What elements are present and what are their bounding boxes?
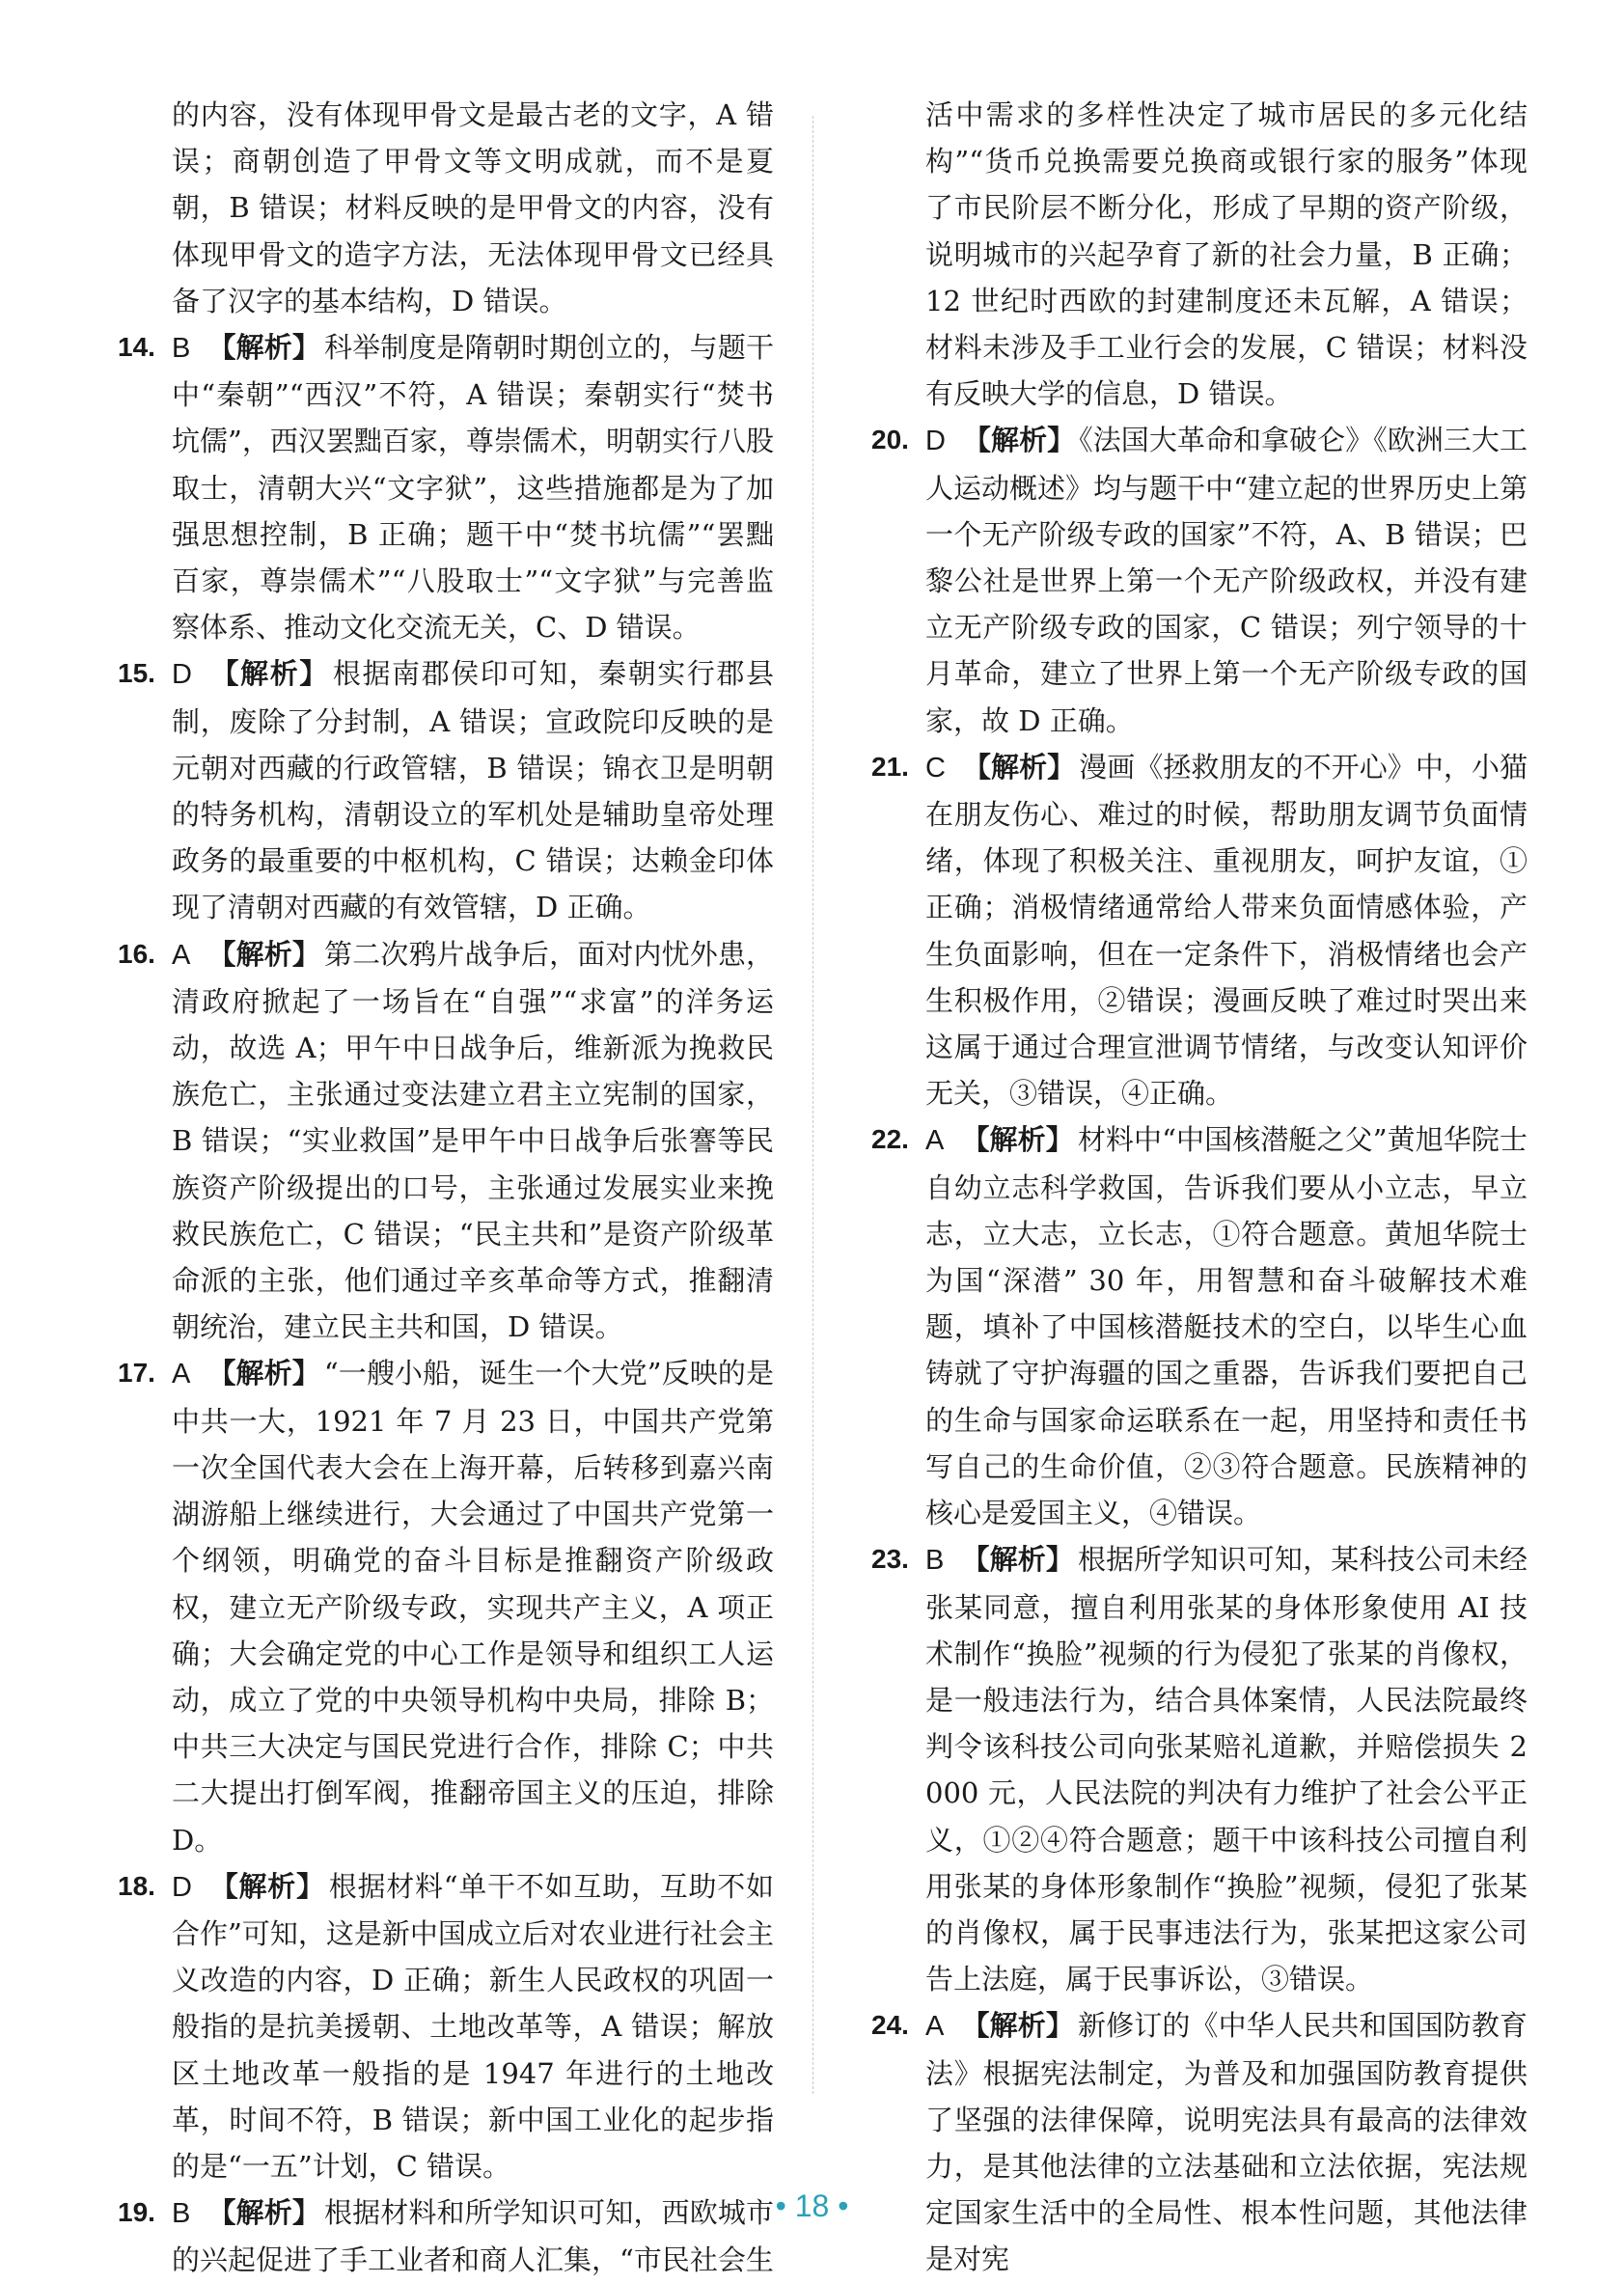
answer-choice: A xyxy=(172,1359,191,1390)
answer-item-23 xyxy=(871,1536,1528,2002)
answer-item-16 xyxy=(118,931,774,1351)
explanation-text: 第二次鸦片战争后，面对内忧外患，清政府掀起了一场旨在“自强”“求富”的洋务运动，故选 A；甲午中日战争后，维新派为挽救民族危亡，主张通过变法建立君主立宪制的国家，B 错误；“实业救国”是甲午中日战争后张謇等民族资产阶级提出的口号，主张通过发展实业来挽救民族危亡，C 错误；“民主共和”是资产阶级革命派的主张，他们通过辛亥革命等方式，推翻清朝统治，建立民主共和国，D 错误。 xyxy=(172,937,774,1344)
explanation-text: 漫画《拯救朋友的不开心》中，小猫在朋友伤心、难过的时候，帮助朋友调节负面情绪，体现了积极关注、重视朋友，呵护友谊，①正确；消极情绪通常给人带来负面情感体验，产生负面影响，但在一定条件下，消极情绪也会产生积极作用，②错误；漫画反映了难过时哭出来这属于通过合理宣泄调节情绪，与改变认知评价无关，③错误，④正确。 xyxy=(925,750,1528,1111)
answer-item-21 xyxy=(871,744,1528,1117)
question-number: 17. xyxy=(118,1358,155,1389)
answer-choice: A xyxy=(925,2011,945,2043)
explanation-text: 根据南郡侯印可知，秦朝实行郡县制，废除了分封制，A 错误；宣政院印反映的是元朝对西藏的行政管辖，B 错误；锦衣卫是明朝的特务机构，清朝设立的军机处是辅助皇帝处理政务的最重要的中枢机构，C 错误；达赖金印体现了清朝对西藏的有效管辖，D 正确。 xyxy=(172,657,774,924)
page-number: • 18 • xyxy=(775,2188,849,2223)
continued-explanation: 的内容，没有体现甲骨文是最古老的文字，A 错误；商朝创造了甲骨文等文明成就，而不是夏朝，B 错误；材料反映的是甲骨文的内容，没有体现甲骨文的造字方法，无法体现甲骨文已经具备了汉字的基本结构，D 错误。 xyxy=(172,98,774,317)
explanation-text: 根据材料和所学知识可知，西欧城市的兴起促进了手工业者和商人汇集，“市民社会生 xyxy=(172,2196,774,2277)
answer-item-24 xyxy=(871,2002,1528,2282)
question-number: 23. xyxy=(871,1544,909,1575)
explanation-text: 《法国大革命和拿破仑》《欧洲三大工人运动概述》均与题干中“建立起的世界历史上第一个无产阶级专政的国家”不符，A、B 错误；巴黎公社是世界上第一个无产阶级政权，并没有建立无产阶级专政的国家，C 错误；列宁领导的十月革命，建立了世界上第一个无产阶级专政的国家，故 D 正确。 xyxy=(925,424,1528,737)
analysis-tag: 【解析】 xyxy=(207,2196,321,2230)
answer-choice: B xyxy=(172,333,191,365)
analysis-tag: 【解析】 xyxy=(208,1869,325,1903)
answer-choice: D xyxy=(172,1871,192,1903)
analysis-tag: 【解析】 xyxy=(207,1357,320,1390)
question-number: 24. xyxy=(871,2010,909,2041)
explanation-text: 科举制度是隋朝时期创立的，与题干中“秦朝”“西汉”不符，A 错误；秦朝实行“焚书坑儒”，西汉罢黜百家，尊崇儒术，明朝实行八股取士，清朝大兴“文字狱”，这些措施都是为了加强思想控制，B 正确；题干中“焚书坑儒”“罢黜百家，尊崇儒术”“八股取士”“文字狱”与完善监察体系、推动文化交流无关，C、D 错误。 xyxy=(172,331,774,645)
explanation-text: 根据所学知识可知，某科技公司未经张某同意，擅自利用张某的身体形象使用 AI 技术制作“换脸”视频的行为侵犯了张某的肖像权，是一般违法行为，结合具体案情，人民法院最终判令该科技公司向张某赔礼道歉，并赔偿损失 2 000 元，人民法院的判决有力维护了社会公平正义，①②④符合题意；题干中该科技公司擅自利用张某的身体形象制作“换脸”视频，侵犯了张某的肖像权，属于民事违法行为，张某把这家公司告上法庭，属于民事诉讼，③错误。 xyxy=(925,1543,1528,1996)
question-number: 18. xyxy=(118,1870,155,1901)
left-column xyxy=(118,92,774,2284)
answer-choice: A xyxy=(172,939,191,971)
answer-item-17 xyxy=(118,1350,774,1862)
answer-choice: D xyxy=(172,659,192,691)
answer-choice: B xyxy=(172,2198,191,2230)
analysis-tag: 【解析】 xyxy=(962,424,1076,457)
analysis-tag: 【解析】 xyxy=(961,2009,1075,2043)
analysis-tag: 【解析】 xyxy=(207,331,321,365)
explanation-text: 材料中“中国核潜艇之父”黄旭华院士自幼立志科学救国，告诉我们要从小立志，早立志，立大志，立长志，①符合题意。黄旭华院士为国“深潜” 30 年，用智慧和奋斗破解技术难题，填补了中国核潜艇技术的空白，以毕生心血铸就了守护海疆的国之重器，告诉我们要把自己的生命与国家命运联系在一起，用坚持和责任书写自己的生命价值，②③符合题意。民族精神的核心是爱国主义，④错误。 xyxy=(925,1123,1528,1530)
analysis-tag: 【解析】 xyxy=(208,657,329,691)
explanation-text: “一艘小船，诞生一个大党”反映的是中共一大，1921 年 7 月 23 日，中国共产党第一次全国代表大会在上海开幕，后转移到嘉兴南湖游船上继续进行，大会通过了中国共产党第一个纲领，明确党的奋斗目标是推翻资产阶级政权，建立无产阶级专政，实现共产主义，A 项正确；大会确定党的中心工作是领导和组织工人运动，成立了党的中央领导机构中央局，排除 B；中共三大决定与国民党进行合作，排除 C；中共二大提出打倒军阀，推翻帝国主义的压迫，排除 D。 xyxy=(172,1357,774,1857)
answer-choice: D xyxy=(925,426,946,457)
right-column xyxy=(871,92,1528,2283)
question-number: 14. xyxy=(118,332,155,363)
analysis-tag: 【解析】 xyxy=(207,937,321,971)
answer-choice: A xyxy=(925,1125,945,1157)
answer-choice: C xyxy=(925,752,946,784)
question-number: 15. xyxy=(118,658,155,689)
answer-item-22 xyxy=(871,1116,1528,1536)
continued-explanation: 活中需求的多样性决定了城市居民的多元化结构”“货币兑换需要兑换商或银行家的服务”体现了市民阶层不断分化，形成了早期的资产阶级，说明城市的兴起孕育了新的社会力量，B 正确；12 世纪时西欧的封建制度还未瓦解，A 错误；材料未涉及手工业行会的发展，C 错误；材料没有反映大学的信息，D 错误。 xyxy=(925,98,1528,411)
answer-choice: B xyxy=(925,1545,945,1577)
question-number: 20. xyxy=(871,425,909,455)
explanation-text: 新修订的《中华人民共和国国防教育法》根据宪法制定，为普及和加强国防教育提供了坚强的法律保障，说明宪法具有最高的法律效力，是其他法律的立法基础和立法依据，宪法规定国家生活中的全局性、根本性问题，其他法律是对宪 xyxy=(925,2009,1528,2276)
answer-item-14 xyxy=(118,324,774,650)
column-divider xyxy=(812,116,813,2094)
explanation-text: 根据材料“单干不如互助，互助不如合作”可知，这是新中国成立后对农业进行社会主义改造的内容，D 正确；新生人民政权的巩固一般指的是抗美援朝、土地改革等，A 错误；解放区土地改革一般指的是 1947 年进行的土地改革，时间不符，B 错误；新中国工业化的起步指的是“一五”计划，C 错误。 xyxy=(172,1869,774,2183)
analysis-tag: 【解析】 xyxy=(961,1543,1075,1577)
answer-item-20 xyxy=(871,417,1528,743)
question-number: 16. xyxy=(118,938,155,969)
analysis-tag: 【解析】 xyxy=(962,750,1076,784)
analysis-tag: 【解析】 xyxy=(961,1123,1074,1157)
answer-item-18 xyxy=(118,1863,774,2189)
question-number: 22. xyxy=(871,1124,909,1155)
question-number: 19. xyxy=(118,2197,155,2228)
question-number: 21. xyxy=(871,751,909,782)
answer-item-15 xyxy=(118,650,774,930)
